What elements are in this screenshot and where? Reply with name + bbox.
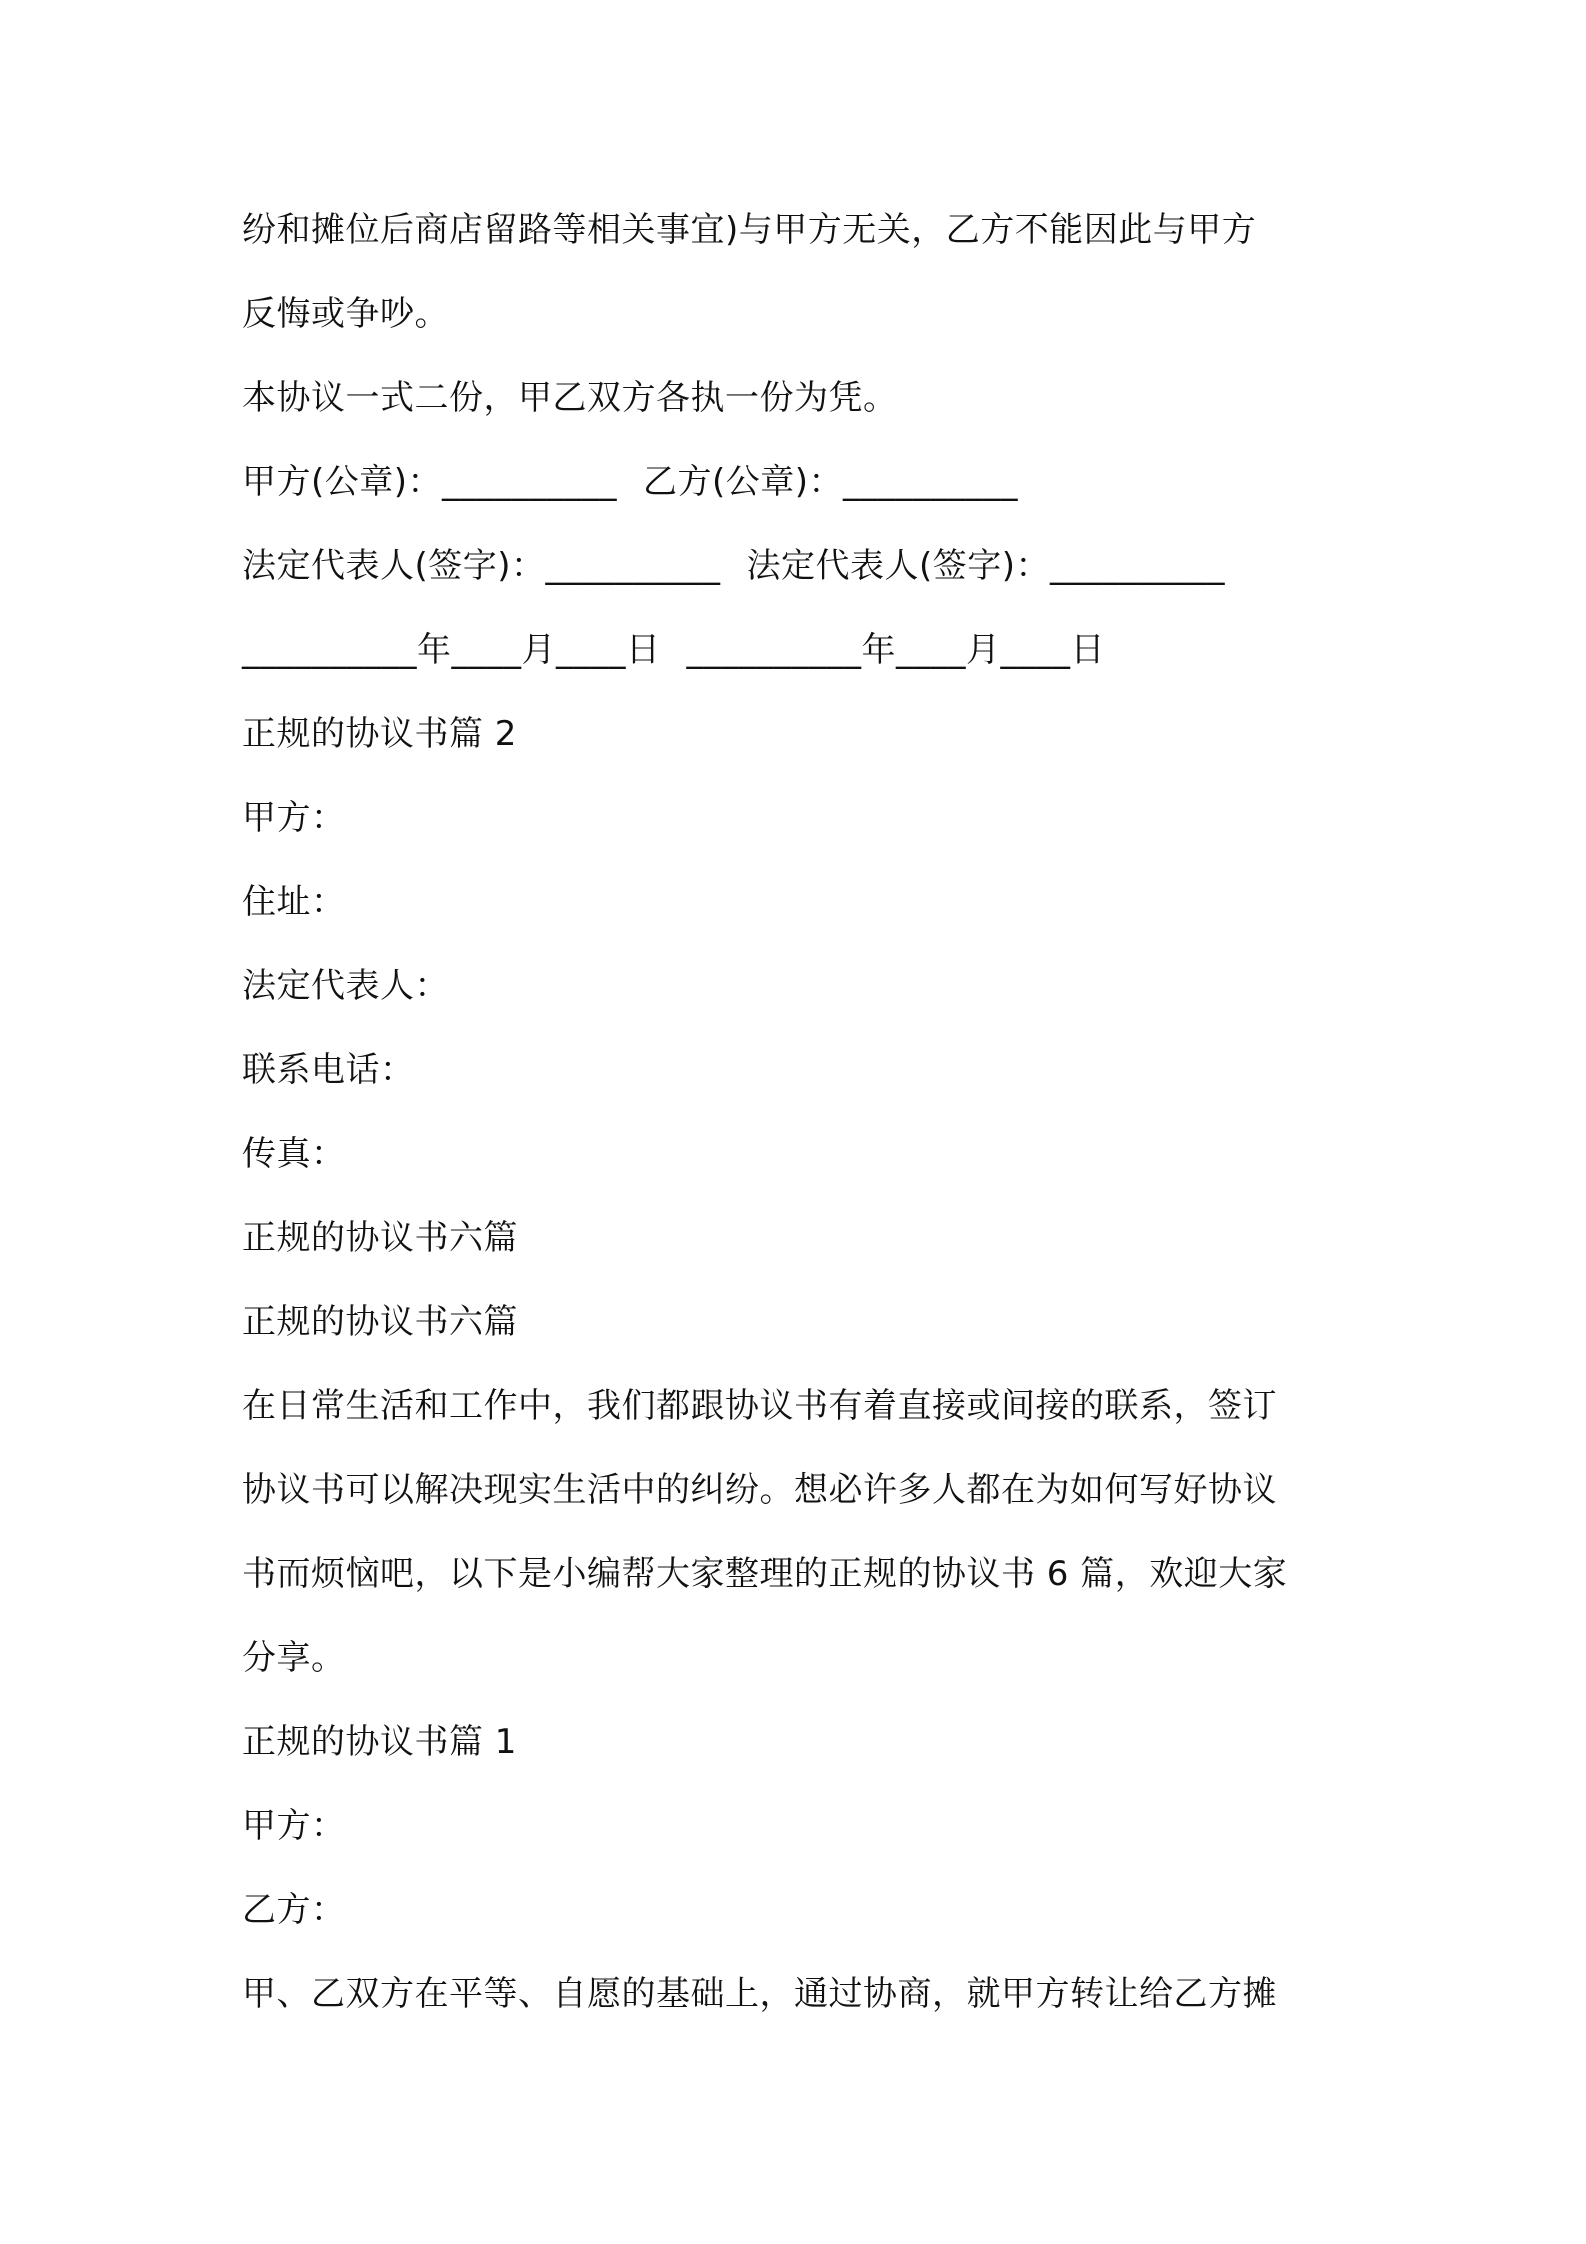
field-label: 甲方：	[242, 1806, 346, 1846]
field-label: 联系电话：	[242, 1050, 415, 1090]
party-a-date: __________年____月____日	[242, 630, 661, 670]
intro-line: 协议书可以解决现实生活中的纠纷。想必许多人都在为如何写好协议	[242, 1470, 1277, 1510]
signature-rep-row	[242, 542, 1362, 590]
party-b-seal: 乙方(公章)：__________	[643, 462, 1019, 502]
intro-line: 书而烦恼吧，以下是小编帮大家整理的正规的协议书 6 篇，欢迎大家	[242, 1554, 1288, 1594]
field-label: 甲方：	[242, 798, 346, 838]
signature-date-row	[242, 626, 1362, 674]
section-heading: 正规的协议书篇 2	[242, 714, 517, 754]
field-label: 乙方：	[242, 1890, 346, 1930]
party-a-representative: 法定代表人(签字)：__________	[242, 546, 721, 586]
intro-line: 分享。	[242, 1638, 346, 1678]
section-heading: 正规的协议书篇 1	[242, 1722, 517, 1762]
party-b-representative: 法定代表人(签字)：__________	[746, 546, 1226, 586]
field-label: 住址：	[242, 882, 346, 922]
article-title: 正规的协议书六篇	[242, 1302, 518, 1342]
field-label: 法定代表人：	[242, 966, 449, 1006]
party-b-date: __________年____月____日	[686, 630, 1105, 670]
paragraph-line: 反悔或争吵。	[242, 294, 449, 334]
field-label: 传真：	[242, 1134, 346, 1174]
paragraph-line: 甲、乙双方在平等、自愿的基础上，通过协商，就甲方转让给乙方摊	[242, 1974, 1277, 2014]
signature-seal-row	[242, 458, 1362, 506]
paragraph-line: 纷和摊位后商店留路等相关事宜)与甲方无关，乙方不能因此与甲方	[242, 210, 1257, 250]
intro-line: 在日常生活和工作中，我们都跟协议书有着直接或间接的联系，签订	[242, 1386, 1277, 1426]
party-a-seal: 甲方(公章)：__________	[242, 462, 618, 502]
article-title: 正规的协议书六篇	[242, 1218, 518, 1258]
paragraph-line: 本协议一式二份，甲乙双方各执一份为凭。	[242, 378, 898, 418]
